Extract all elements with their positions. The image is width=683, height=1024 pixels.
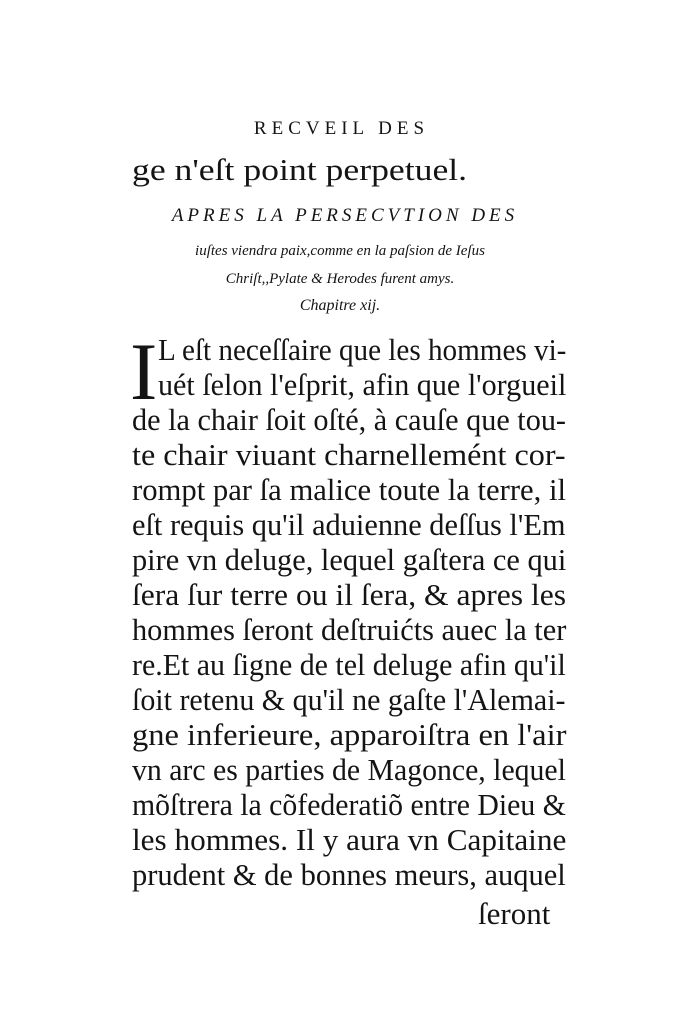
body-line: rompt par ſa malice toute la terre, il <box>132 472 566 507</box>
first-line: ge n'eſt point perpetuel. <box>132 152 468 187</box>
body-line: eſt requis qu'il aduienne deſſus l'Em <box>132 507 566 542</box>
body-line: mõſtrera la cõfederatiõ entre Dieu & <box>132 787 566 822</box>
body-line: re.Et au ſigne de tel deluge afin qu'il <box>132 647 566 682</box>
body-line: L eſt neceſſaire que les hommes vi- <box>158 332 567 367</box>
body-line: vn arc es parties de Magonce, lequel <box>132 752 566 787</box>
chapter-number: Chapitre xij. <box>299 297 381 314</box>
body-line: gne inferieure, apparoiſtra en l'air <box>132 717 567 752</box>
body-line: les hommes. Il y aura vn Capitaine <box>132 822 567 857</box>
body-line: prudent & de bonnes meurs, auquel <box>132 857 566 892</box>
running-head: RECVEIL DES <box>253 118 430 139</box>
body-line: uét ſelon l'eſprit, afin que l'orgueil <box>158 367 567 402</box>
body-line: hommes ſeront deſtruićts auec la ter <box>132 612 567 647</box>
chapter-heading-line-3: Chriſt,,Pylate & Herodes furent amys. <box>225 271 455 287</box>
body-line: ſoit retenu & qu'il ne gaſte l'Alemai- <box>132 682 566 717</box>
body-line: pire vn deluge, lequel gaſtera ce qui <box>132 542 567 577</box>
body-line: ſera ſur terre ou il ſera, & apres les <box>132 577 567 612</box>
body-line: te chair viuant charnellemént cor- <box>132 437 566 472</box>
drop-cap-initial: I <box>130 326 158 417</box>
chapter-heading-line-2: iuſtes viendra paix,comme en la paſsion de Ieſus <box>195 243 485 259</box>
body-line: de la chair ſoit oſté, à cauſe que tou- <box>132 402 567 437</box>
chapter-heading-line-1: APRES LA PERSECVTION DES <box>171 205 519 226</box>
catchword: ſeront <box>478 896 551 931</box>
